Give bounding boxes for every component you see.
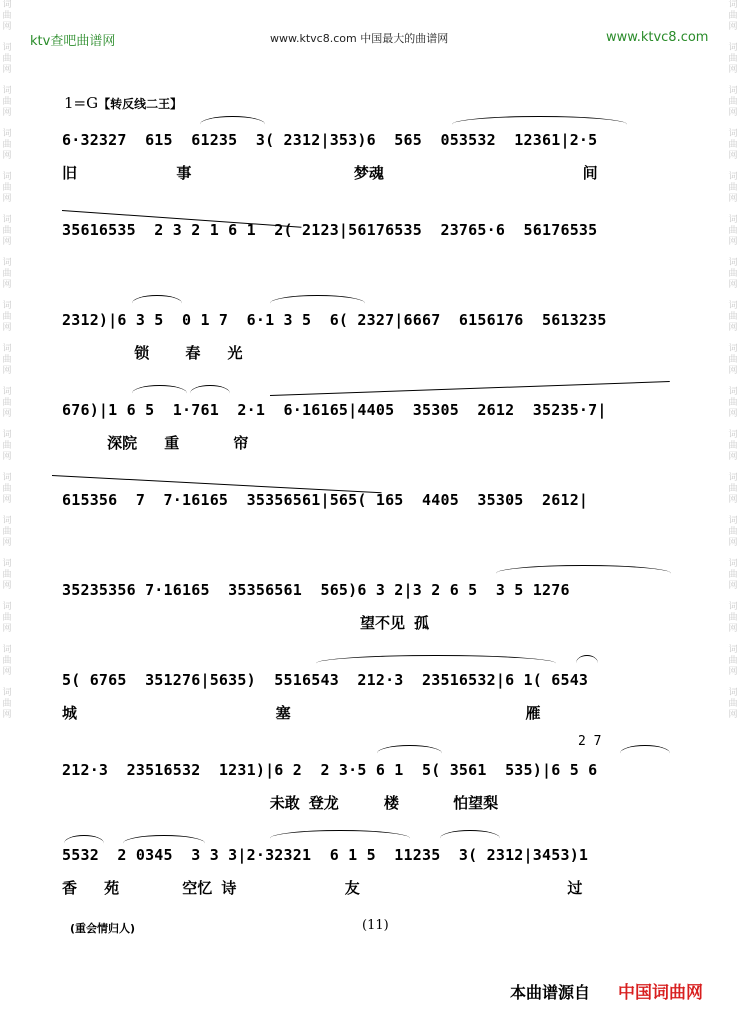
watermark-text: 词 曲 网 [728, 559, 738, 591]
slur-mark [316, 655, 556, 664]
watermark-text: 词 曲 网 [2, 645, 12, 677]
phrase-slur [270, 381, 670, 396]
slur-mark [576, 655, 598, 664]
watermark-text: 词 曲 网 [728, 215, 738, 247]
watermark-text: 词 曲 网 [728, 344, 738, 376]
song-title: (重会情归人) [70, 922, 136, 935]
slur-mark [200, 116, 265, 125]
watermark-text: 词 曲 网 [2, 602, 12, 634]
watermark-text: 词 曲 网 [2, 215, 12, 247]
watermark-text: 词 曲 网 [2, 473, 12, 505]
slur-mark [270, 830, 410, 839]
notation-line: 35235356 7·16165 35356561 565)6 3 2|3 2 6 5 3 5 1276 [62, 581, 570, 599]
key-value: 1=G [64, 94, 99, 112]
lyric-line: 望不见 孤 [62, 614, 430, 632]
notation-line: 212·3 23516532 1231)|6 2 2 3·5 6 1 5( 3561 535)|6 5 6 [62, 761, 598, 779]
watermark-text: 词 曲 网 [2, 172, 12, 204]
left-watermark-strip [0, 0, 14, 1027]
slur-mark [270, 295, 365, 304]
chord-annotation: 2 7 [578, 734, 602, 749]
lyric-line: 城 塞 雁 [62, 704, 541, 722]
mode-label: 【转反线二王】 [98, 97, 183, 111]
watermark-text: 词 曲 网 [728, 129, 738, 161]
watermark-text: 词 曲 网 [728, 0, 738, 32]
notation-line: 5( 6765 351276|5635) 5516543 212·3 23516532|6 1( 6543 [62, 671, 589, 689]
notation-line: 35616535 2 3 2 1 6 1 2( 2123|56176535 23765·6 56176535 [62, 221, 598, 239]
slur-mark [377, 745, 442, 754]
watermark-text: 词 曲 网 [728, 516, 738, 548]
slur-mark [132, 295, 182, 304]
watermark-text: 词 曲 网 [728, 43, 738, 75]
watermark-text: 词 曲 网 [2, 258, 12, 290]
watermark-text: 词 曲 网 [2, 430, 12, 462]
watermark-text: 词 曲 网 [2, 0, 12, 32]
watermark-text: 词 曲 网 [2, 301, 12, 333]
lyric-line: 香 苑 空忆 诗 友 过 [62, 879, 583, 897]
watermark-text: 词 曲 网 [728, 387, 738, 419]
source-brand[interactable]: 中国词曲网 [618, 983, 703, 1003]
site-name-left[interactable]: ktv查吧曲谱网 [30, 34, 116, 49]
watermark-text: 词 曲 网 [2, 43, 12, 75]
watermark-text: 词 曲 网 [728, 645, 738, 677]
notation-line: 615356 7 7·16165 35356561|565( 165 4405 35305 2612| [62, 491, 589, 509]
watermark-text: 词 曲 网 [2, 559, 12, 591]
watermark-text: 词 曲 网 [728, 473, 738, 505]
watermark-text: 词 曲 网 [2, 387, 12, 419]
notation-line: 676)|1 6 5 1·761 2·1 6·16165|4405 35305 2612 35235·7| [62, 401, 607, 419]
watermark-text: 词 曲 网 [728, 301, 738, 333]
watermark-text: 词 曲 网 [728, 602, 738, 634]
slur-mark [440, 830, 500, 839]
watermark-text: 词 曲 网 [2, 129, 12, 161]
watermark-text: 词 曲 网 [728, 86, 738, 118]
slur-mark [452, 116, 627, 125]
lyric-line: 深院 重 帘 [62, 434, 249, 452]
lyric-line: 旧 事 梦魂 间 [62, 164, 598, 182]
watermark-text: 词 曲 网 [728, 688, 738, 720]
watermark-text: 词 曲 网 [2, 344, 12, 376]
slur-mark [123, 835, 205, 844]
source-label: 本曲谱源自 [510, 983, 591, 1002]
right-watermark-strip [726, 0, 740, 1027]
watermark-text: 词 曲 网 [2, 688, 12, 720]
key-signature [64, 94, 182, 112]
watermark-text: 词 曲 网 [728, 430, 738, 462]
slur-mark [620, 745, 670, 754]
watermark-text: 词 曲 网 [728, 172, 738, 204]
watermark-text: 词 曲 网 [2, 86, 12, 118]
notation-line: 6·32327 615 61235 3( 2312|353)6 565 053532 12361|2·5 [62, 131, 598, 149]
watermark-text: 词 曲 网 [2, 516, 12, 548]
slur-mark [496, 565, 671, 574]
slur-mark [190, 385, 230, 394]
site-url-right[interactable]: www.ktvc8.com [606, 30, 709, 45]
page-number: (11) [362, 918, 389, 933]
lyric-line: 锁 春 光 [62, 344, 243, 362]
slur-mark [64, 835, 104, 844]
watermark-text: 词 曲 网 [728, 258, 738, 290]
slur-mark [132, 385, 187, 394]
notation-line: 5532 2 0345 3 3 3|2·32321 6 1 5 11235 3( 2312|3453)1 [62, 846, 589, 864]
lyric-line: 未敢 登龙 楼 怕望梨 [62, 794, 499, 812]
site-url-center[interactable]: www.ktvc8.com 中国最大的曲谱网 [270, 32, 449, 45]
notation-line: 2312)|6 3 5 0 1 7 6·1 3 5 6( 2327|6667 6156176 5613235 [62, 311, 607, 329]
